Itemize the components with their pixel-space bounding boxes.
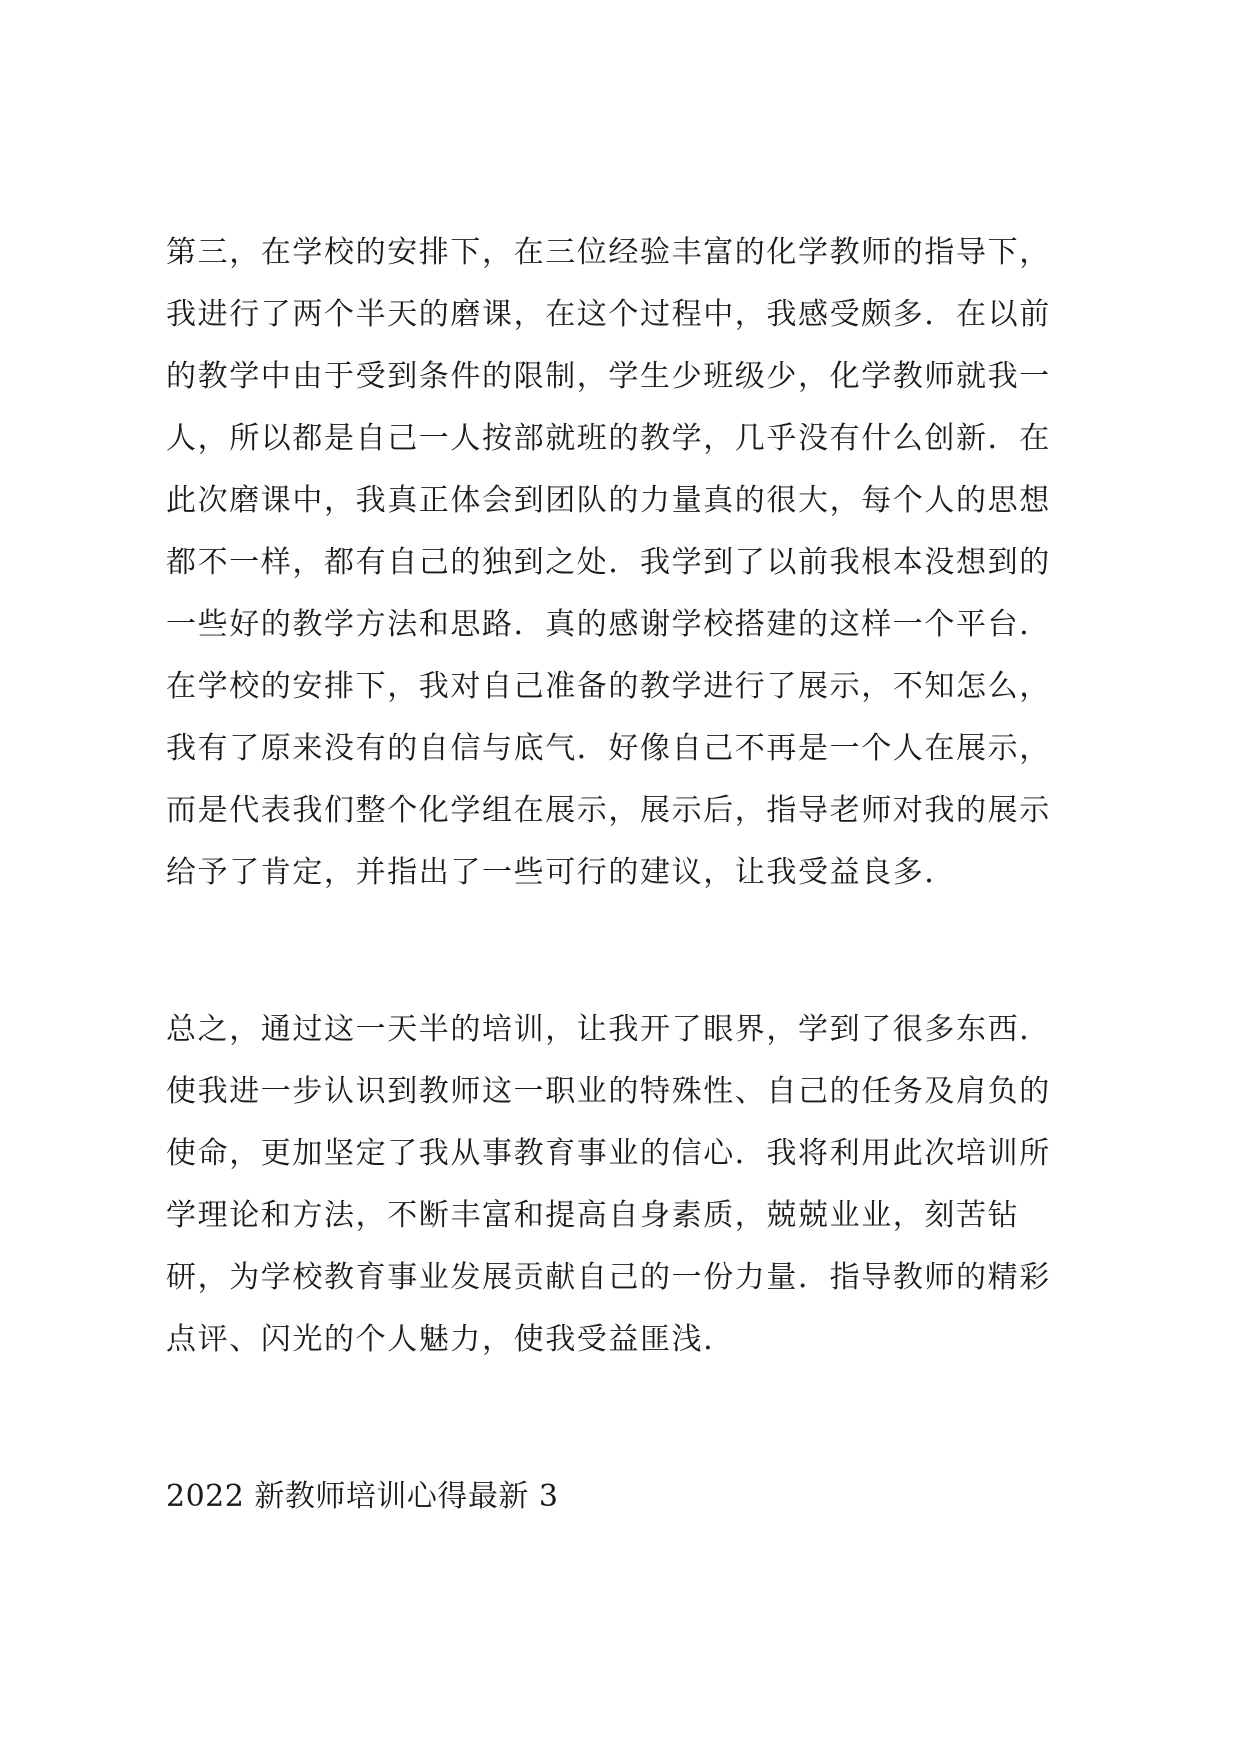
paragraph-line: 我有了原来没有的自信与底气．好像自己不再是一个人在展示， — [166, 731, 1051, 766]
paragraph-line: 学理论和方法，不断丰富和提高自身素质，兢兢业业，刻苦钻 — [166, 1198, 1020, 1233]
paragraph-line: 的教学中由于受到条件的限制，学生少班级少，化学教师就我一 — [166, 359, 1051, 394]
paragraph-line: 研，为学校教育事业发展贡献自己的一份力量．指导教师的精彩 — [166, 1260, 1051, 1295]
section-heading: 2022 新教师培训心得最新 3 — [166, 1479, 559, 1514]
paragraph-line: 总之，通过这一天半的培训，让我开了眼界，学到了很多东西． — [166, 1012, 1051, 1047]
paragraph-line: 使命，更加坚定了我从事教育事业的信心．我将利用此次培训所 — [166, 1136, 1051, 1171]
paragraph-line: 在学校的安排下，我对自己准备的教学进行了展示，不知怎么， — [166, 669, 1051, 704]
paragraph-line: 第三，在学校的安排下，在三位经验丰富的化学教师的指导下， — [166, 235, 1051, 270]
paragraph-line: 一些好的教学方法和思路．真的感谢学校搭建的这样一个平台． — [166, 607, 1051, 642]
paragraph-line: 都不一样，都有自己的独到之处．我学到了以前我根本没想到的 — [166, 545, 1051, 580]
paragraph-line: 而是代表我们整个化学组在展示，展示后，指导老师对我的展示 — [166, 793, 1051, 828]
paragraph-line: 我进行了两个半天的磨课，在这个过程中，我感受颇多．在以前 — [166, 297, 1051, 332]
paragraph-line: 给予了肯定，并指出了一些可行的建议，让我受益良多． — [166, 855, 956, 890]
paragraph-line: 此次磨课中，我真正体会到团队的力量真的很大，每个人的思想 — [166, 483, 1051, 518]
paragraph-line: 点评、闪光的个人魅力，使我受益匪浅． — [166, 1322, 735, 1357]
paragraph-line: 使我进一步认识到教师这一职业的特殊性、自己的任务及肩负的 — [166, 1074, 1051, 1109]
paragraph-line: 人，所以都是自己一人按部就班的教学，几乎没有什么创新．在 — [166, 421, 1051, 456]
